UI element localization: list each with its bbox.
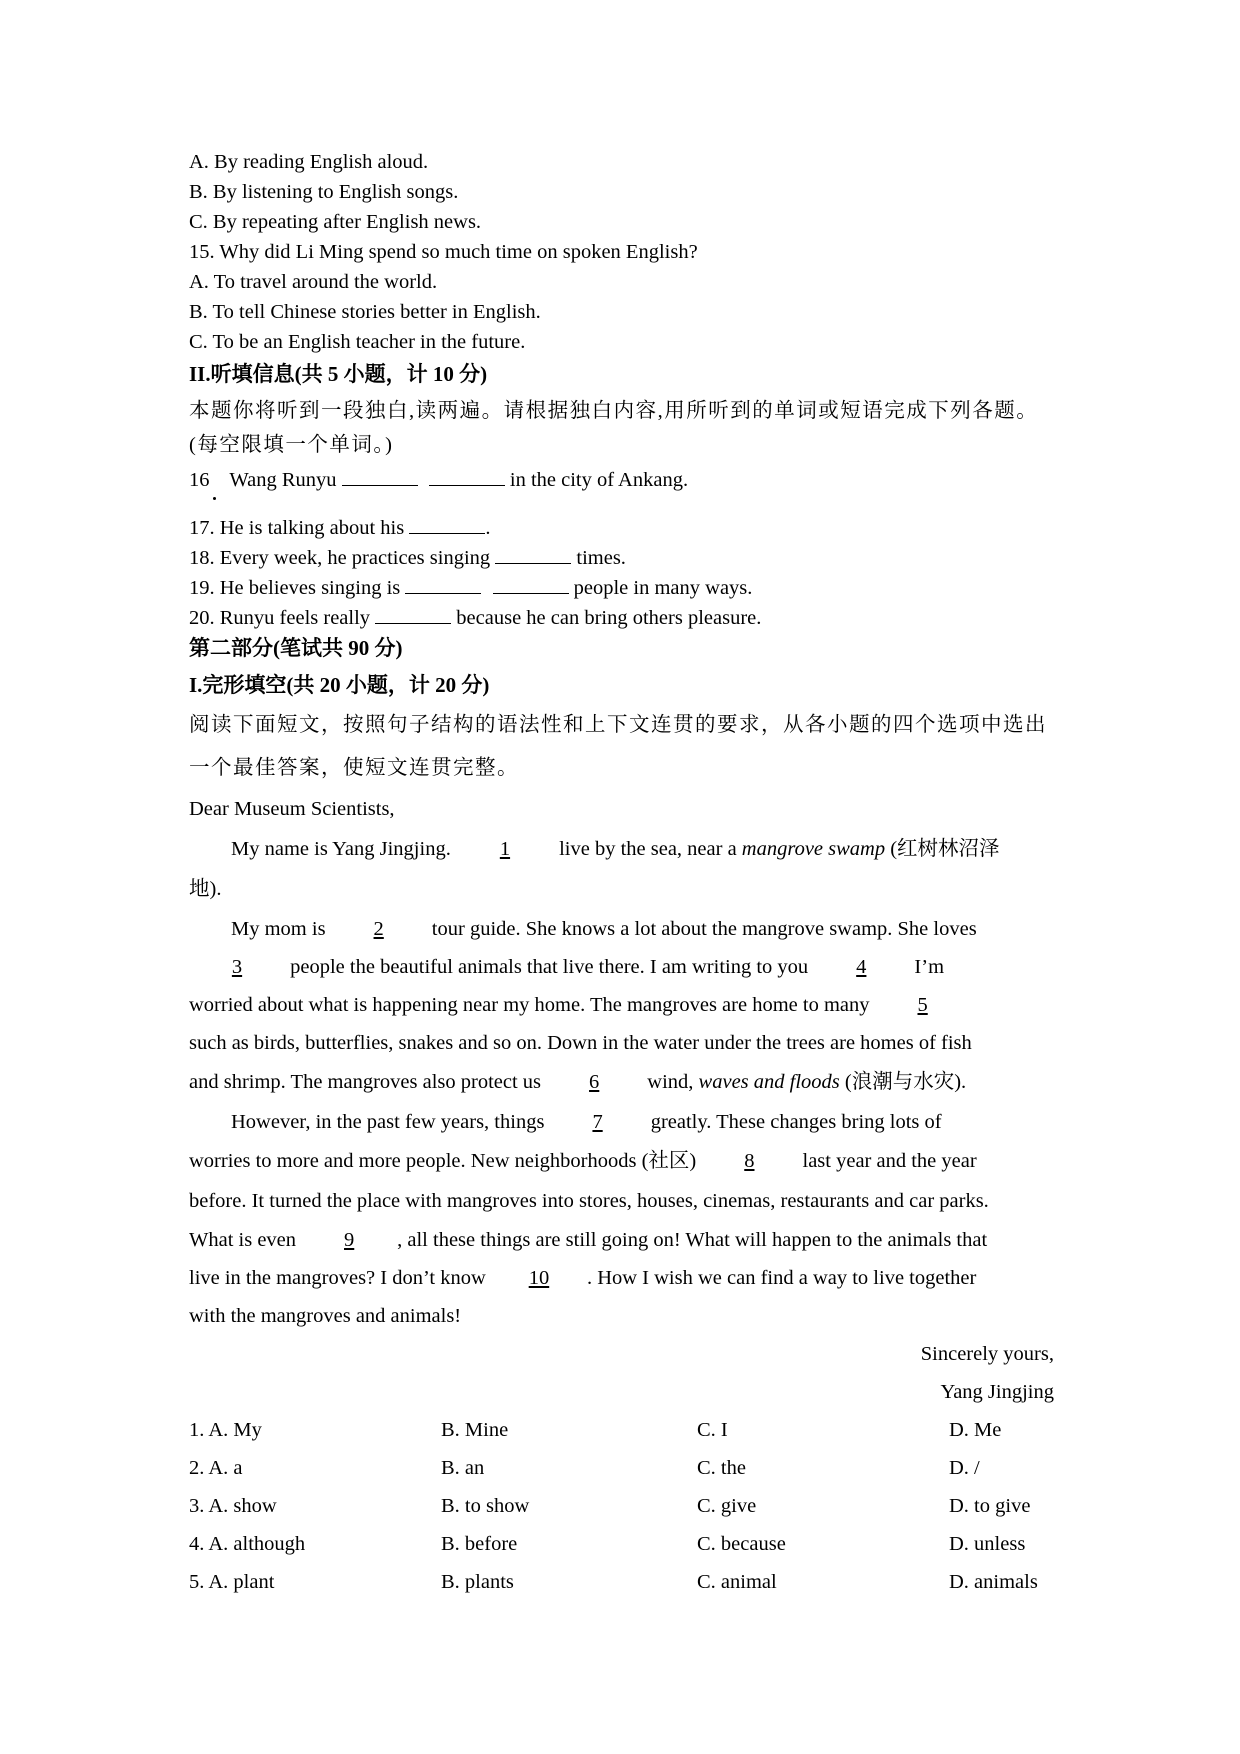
- blank-9[interactable]: 9: [344, 1229, 355, 1251]
- choice-1-b[interactable]: B. Mine: [441, 1419, 509, 1441]
- letter-p2-line1: My mom is 2 tour guide. She knows a lot about the mangrove swamp. She loves: [231, 918, 977, 940]
- choice-5-a[interactable]: 5. A. plant: [189, 1571, 275, 1593]
- section-instruction-1: 本题你将听到一段独白,读两遍。请根据独白内容,用所听到的单词或短语完成下列各题。: [189, 400, 1039, 422]
- letter-p2-line2: 3 people the beautiful animals that live there. I am writing to you 4 I’m: [189, 954, 944, 980]
- choice-1-d[interactable]: D. Me: [949, 1419, 1002, 1441]
- blank-2[interactable]: 2: [373, 918, 384, 940]
- choice-4-c[interactable]: C. because: [697, 1533, 786, 1555]
- letter-p1-line2: 地).: [189, 878, 222, 900]
- section-instruction-2: (每空限填一个单词。): [189, 434, 394, 456]
- letter-p2-line3: worried about what is happening near my home. The mangroves are home to many 5: [189, 992, 971, 1018]
- choice-4-a[interactable]: 4. A. although: [189, 1533, 306, 1555]
- choice-2-b[interactable]: B. an: [441, 1457, 485, 1479]
- q16-blank-1[interactable]: [342, 465, 418, 486]
- choice-5-b[interactable]: B. plants: [441, 1571, 514, 1593]
- letter-p3-line3: before. It turned the place with mangroves into stores, houses, cinemas, restaurants and car parks.: [189, 1190, 989, 1212]
- letter-signature: Yang Jingjing: [940, 1381, 1054, 1403]
- q16-post: in the city of Ankang.: [509, 469, 689, 491]
- section-heading-listening: II.听填信息(共 5 小题，计 10 分): [189, 362, 488, 386]
- blank-6[interactable]: 6: [589, 1071, 600, 1093]
- q17-blank[interactable]: [409, 513, 485, 534]
- cloze-heading: I.完形填空(共 20 小题，计 20 分): [189, 673, 490, 697]
- letter-p3-line1: However, in the past few years, things 7 greatly. These changes bring lots of: [231, 1111, 942, 1133]
- question-19: 19. He believes singing is people in many ways.: [189, 573, 752, 601]
- q16-blank-2[interactable]: [429, 465, 505, 486]
- blank-4[interactable]: 4: [856, 956, 867, 978]
- blank-5[interactable]: 5: [917, 994, 928, 1016]
- option-a: A. By reading English aloud.: [189, 151, 429, 173]
- q16-pre: Wang Runyu: [229, 469, 337, 491]
- question-16: [189, 465, 688, 493]
- choice-2-d[interactable]: D. /: [949, 1457, 980, 1479]
- part2-heading: 第二部分(笔试共 90 分): [189, 636, 403, 660]
- letter-p3-line6: with the mangroves and animals!: [189, 1305, 462, 1327]
- q20-blank[interactable]: [375, 603, 451, 624]
- question-20: 20. Runyu feels really because he can bring others pleasure.: [189, 603, 761, 631]
- bullet-dot: [213, 497, 216, 500]
- cloze-instruction-2: 一个最佳答案，使短文连贯完整。: [189, 757, 519, 779]
- question-15: 15. Why did Li Ming spend so much time on spoken English?: [189, 241, 698, 263]
- letter-p2-line4: such as birds, butterflies, snakes and so on. Down in the water under the trees are homes of fish: [189, 1032, 972, 1054]
- choice-4-d[interactable]: D. unless: [949, 1533, 1026, 1555]
- letter-p2-line5: and shrimp. The mangroves also protect us 6 wind, waves and floods (浪潮与水灾).: [189, 1071, 967, 1093]
- q19-blank-1[interactable]: [405, 573, 481, 594]
- letter-p3-line5: live in the mangroves? I don’t know 10 . How I wish we can find a way to live together: [189, 1267, 977, 1289]
- blank-7[interactable]: 7: [592, 1111, 603, 1133]
- choice-3-d[interactable]: D. to give: [949, 1495, 1031, 1517]
- blank-10[interactable]: 10: [528, 1267, 550, 1289]
- blank-8[interactable]: 8: [744, 1150, 755, 1172]
- q18-blank[interactable]: [495, 543, 571, 564]
- blank-1[interactable]: 1: [499, 838, 511, 860]
- choice-2-c[interactable]: C. the: [697, 1457, 746, 1479]
- option-b: B. By listening to English songs.: [189, 181, 459, 203]
- letter-p1-line1: My name is Yang Jingjing. 1 live by the sea, near a mangrove swamp (红树林沼泽: [231, 838, 1000, 860]
- choice-2-a[interactable]: 2. A. a: [189, 1457, 243, 1479]
- q16-number: 16: [189, 469, 210, 491]
- choice-3-c[interactable]: C. give: [697, 1495, 757, 1517]
- letter-closing: Sincerely yours,: [920, 1343, 1054, 1365]
- blank-3[interactable]: 3: [231, 956, 243, 978]
- choice-5-d[interactable]: D. animals: [949, 1571, 1038, 1593]
- choice-3-b[interactable]: B. to show: [441, 1495, 530, 1517]
- q15-option-c: C. To be an English teacher in the future.: [189, 331, 526, 353]
- question-18: 18. Every week, he practices singing times.: [189, 543, 626, 571]
- question-17: 17. He is talking about his .: [189, 513, 490, 541]
- letter-p3-line2: worries to more and more people. New neighborhoods (社区) 8 last year and the year: [189, 1150, 977, 1172]
- q19-blank-2[interactable]: [493, 573, 569, 594]
- choice-3-a[interactable]: 3. A. show: [189, 1495, 277, 1517]
- letter-p3-line4: What is even 9 , all these things are still going on! What will happen to the animals that: [189, 1229, 988, 1251]
- q15-option-b: B. To tell Chinese stories better in English.: [189, 301, 541, 323]
- letter-greeting: Dear Museum Scientists,: [189, 798, 395, 820]
- choice-1-a[interactable]: 1. A. My: [189, 1419, 262, 1441]
- choice-5-c[interactable]: C. animal: [697, 1571, 777, 1593]
- option-c: C. By repeating after English news.: [189, 211, 482, 233]
- choice-1-c[interactable]: C. I: [697, 1419, 728, 1441]
- choice-4-b[interactable]: B. before: [441, 1533, 518, 1555]
- q15-option-a: A. To travel around the world.: [189, 271, 438, 293]
- cloze-instruction-1: 阅读下面短文，按照句子结构的语法性和上下文连贯的要求，从各小题的四个选项中选出: [189, 714, 1047, 736]
